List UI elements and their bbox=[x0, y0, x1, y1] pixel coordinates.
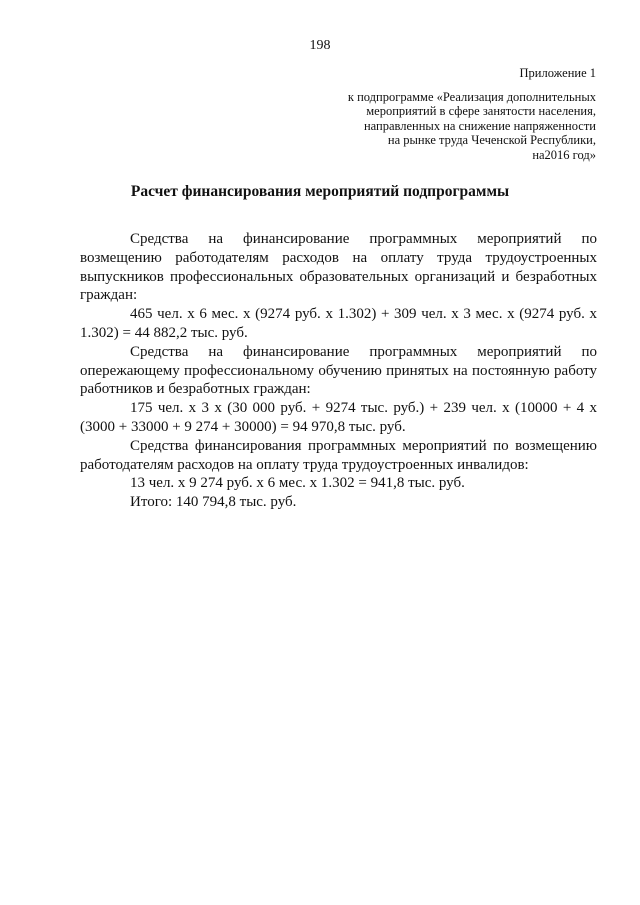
appendix-line: направленных на снижение напряженности bbox=[363, 118, 596, 133]
paragraph-funding-disabled: Средства финансирования программных мероприятий по возмещению работодателям расходов на оплату труда трудоустроенных инвалидов: bbox=[80, 437, 597, 473]
calculation-training: 175 чел. х 3 х (30 000 руб. + 9274 тыс. руб.) + 239 чел. х (10000 + 4 х (3000 + 33000 + 9 274 + 30000) = 94 970,8 тыс. руб. bbox=[80, 400, 597, 435]
appendix-line: мероприятий в сфере занятости населения, bbox=[366, 104, 596, 119]
paragraph-funding-training: Средства на финансирование программных мероприятий по опережающему профессиональному обучению принятых на постоянную работу работников и безработных граждан: bbox=[80, 343, 597, 398]
appendix-header bbox=[348, 66, 596, 163]
calculation-disabled: 13 чел. х 9 274 руб. х 6 мес. х 1.302 = 941,8 тыс. руб. bbox=[130, 475, 465, 492]
document-title: Расчет финансирования мероприятий подпрограммы bbox=[130, 183, 510, 200]
total-line: Итого: 140 794,8 тыс. руб. bbox=[130, 494, 297, 511]
appendix-line: к подпрограмме «Реализация дополнительных bbox=[347, 89, 596, 104]
document-body bbox=[80, 230, 597, 512]
appendix-line: на2016 год» bbox=[532, 147, 596, 162]
appendix-line: на рынке труда Чеченской Республики, bbox=[387, 133, 596, 148]
page-number: 198 bbox=[309, 38, 331, 53]
calculation-wages: 465 чел. х 6 мес. х (9274 руб. х 1.302) + 309 чел. х 3 мес. х (9274 руб. х 1.302) = 44 882,2 тыс. руб. bbox=[80, 306, 597, 341]
paragraph-funding-wages: Средства на финансирование программных мероприятий по возмещению работодателям расходов на оплату труда трудоустроенных выпускников профессиональных образовательных организаций и безработных граждан: bbox=[80, 231, 597, 304]
appendix-title: Приложение 1 bbox=[519, 66, 596, 80]
